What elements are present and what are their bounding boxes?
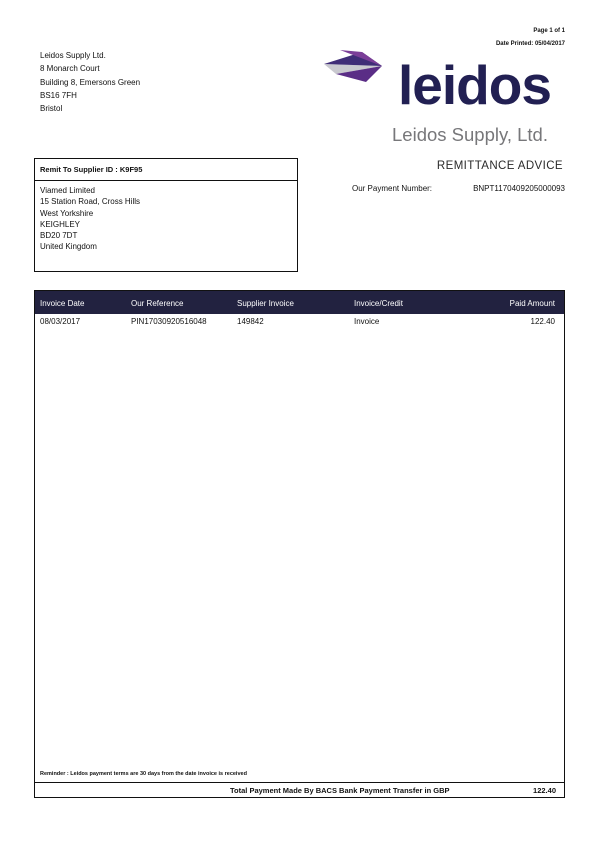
subbrand-name: Leidos Supply, Ltd. bbox=[392, 124, 548, 145]
leidos-logo bbox=[322, 42, 567, 112]
cell-invoice-credit: Invoice bbox=[354, 317, 380, 326]
company-address-line: 8 Monarch Court bbox=[40, 64, 100, 74]
table-header bbox=[35, 291, 564, 314]
column-header-invoice-date: Invoice Date bbox=[40, 299, 85, 308]
payment-number-label: Our Payment Number: bbox=[352, 184, 433, 193]
invoice-table bbox=[34, 290, 565, 798]
document-title: REMITTANCE ADVICE bbox=[436, 160, 563, 172]
logo-wordmark: leidos bbox=[398, 54, 551, 112]
supplier-address-line: United Kingdom bbox=[40, 242, 97, 252]
cell-invoice-date: 08/03/2017 bbox=[40, 317, 81, 326]
company-address bbox=[40, 49, 140, 115]
supplier-address-line: 15 Station Road, Cross Hills bbox=[40, 197, 141, 207]
date-printed: Date Printed: 05/04/2017 bbox=[495, 41, 565, 47]
cell-supplier-invoice: 149842 bbox=[237, 317, 264, 326]
supplier-address-line: KEIGHLEY bbox=[40, 219, 81, 229]
remit-to-box bbox=[34, 158, 298, 272]
cell-paid-amount: 122.40 bbox=[530, 317, 555, 326]
total-payment-label: Total Payment Made By BACS Bank Payment Transfer in GBP bbox=[230, 786, 450, 795]
payment-terms-reminder: Reminder : Leidos payment terms are 30 days from the date invoice is received bbox=[40, 771, 247, 777]
supplier-address-line: BD20 7DT bbox=[40, 231, 78, 241]
supplier-address bbox=[35, 181, 297, 253]
remit-to-header: Remit To Supplier ID : K9F95 bbox=[35, 159, 297, 181]
table-row bbox=[35, 314, 564, 328]
company-address-line: Bristol bbox=[40, 104, 63, 114]
supplier-address-line: West Yorkshire bbox=[40, 208, 94, 218]
payment-number: BNPT1170409205000093 bbox=[473, 184, 565, 193]
column-header-supplier-invoice: Supplier Invoice bbox=[237, 299, 294, 308]
supplier-address-line: Viamed Limited bbox=[40, 186, 95, 195]
company-address-line: Leidos Supply Ltd. bbox=[40, 51, 106, 60]
column-header-invoice-credit: Invoice/Credit bbox=[354, 299, 403, 308]
company-address-line: Building 8, Emersons Green bbox=[40, 77, 141, 87]
cell-our-reference: PIN17030920516048 bbox=[131, 317, 207, 326]
company-address-line: BS16 7FH bbox=[40, 90, 77, 100]
column-header-paid-amount: Paid Amount bbox=[509, 299, 555, 308]
total-divider bbox=[34, 782, 565, 783]
total-payment-amount: 122.40 bbox=[533, 786, 556, 795]
page-number: Page 1 of 1 bbox=[533, 28, 565, 34]
column-header-our-reference: Our Reference bbox=[131, 299, 184, 308]
